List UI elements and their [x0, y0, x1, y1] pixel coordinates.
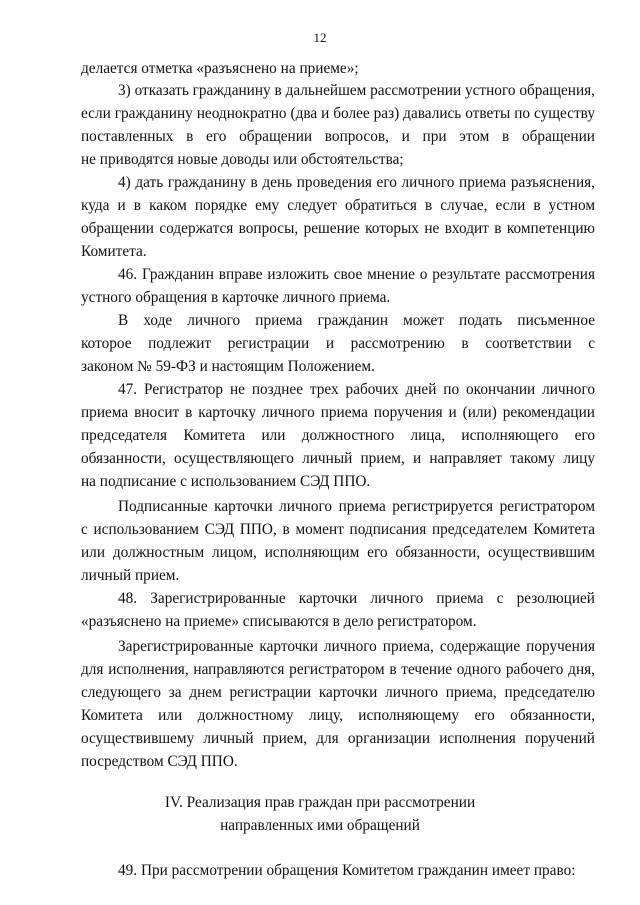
text-line: делается отметка «разъяснено на приеме»; — [81, 60, 359, 77]
text-line: с использованием СЭД ППО, в момент подписания председателем Комитета — [81, 521, 595, 538]
text-line: обращении содержатся вопросы, решение которых не входит в компетенцию — [81, 220, 595, 237]
text-line: 48. Зарегистрированные карточки личного приема с резолюцией — [118, 590, 595, 607]
text-line: обязанности, осуществляющего личный прием, и направляет такому лицу — [81, 450, 595, 467]
text-line: приема вносит в карточку личного приема поручения и (или) рекомендации — [81, 404, 595, 421]
text-line: которое подлежит регистрации и рассмотрению в соответствии с — [81, 335, 595, 352]
section-heading-line1: IV. Реализация прав граждан при рассмотрении — [164, 794, 476, 811]
text-line: устного обращения в карточке личного приема. — [81, 289, 391, 306]
text-line: 47. Регистратор не позднее трех рабочих дней по окончании личного — [118, 381, 595, 398]
text-line: В ходе личного приема гражданин может подать письменное — [118, 312, 595, 329]
text-line: 46. Гражданин вправе изложить свое мнение о результате рассмотрения — [118, 266, 595, 283]
text-line: для исполнения, направляются регистратором в течение одного рабочего дня, — [81, 661, 595, 678]
text-line: посредством СЭД ППО. — [81, 753, 238, 770]
text-line: на подписание с использованием СЭД ППО. — [81, 473, 371, 490]
text-line: не приводятся новые доводы или обстоятельства; — [81, 151, 404, 168]
text-line: поставленных в его обращении вопросов, и при этом в обращении — [81, 128, 595, 145]
text-line: 49. При рассмотрении обращения Комитетом гражданин имеет право: — [118, 862, 576, 879]
text-line: председателя Комитета или должностного лица, исполняющего его — [81, 427, 595, 444]
text-line: Зарегистрированные карточки личного приема, содержащие поручения — [118, 638, 595, 655]
text-line: законом № 59-ФЗ и настоящим Положением. — [81, 358, 375, 375]
text-line: Подписанные карточки личного приема регистрируется регистратором — [118, 498, 595, 515]
text-line: Комитета или должностному лицу, исполняющему его обязанности, — [81, 707, 595, 724]
text-line: следующего за днем регистрации карточки личного приема, председателю — [81, 684, 595, 701]
page-number: 12 — [313, 30, 327, 45]
text-line: 4) дать гражданину в день проведения его личного приема разъяснения, — [118, 174, 595, 191]
text-line: или должностным лицом, исполняющим его обязанности, осуществившим — [81, 544, 595, 561]
text-line: если гражданину неоднократно (два и более раз) давались ответы по существу — [81, 105, 595, 122]
text-line: «разъяснено на приеме» списываются в дело регистратором. — [81, 613, 477, 630]
section-heading-line2: направленных ими обращений — [220, 817, 420, 834]
text-line: Комитета. — [81, 243, 147, 260]
text-line: 3) отказать гражданину в дальнейшем рассмотрении устного обращения, — [118, 82, 595, 99]
text-line: осуществившему личный прием, для организации исполнения поручений — [81, 730, 595, 747]
text-line: личный прием. — [81, 567, 180, 584]
text-line: куда и в каком порядке ему следует обратиться в случае, если в устном — [81, 197, 595, 214]
